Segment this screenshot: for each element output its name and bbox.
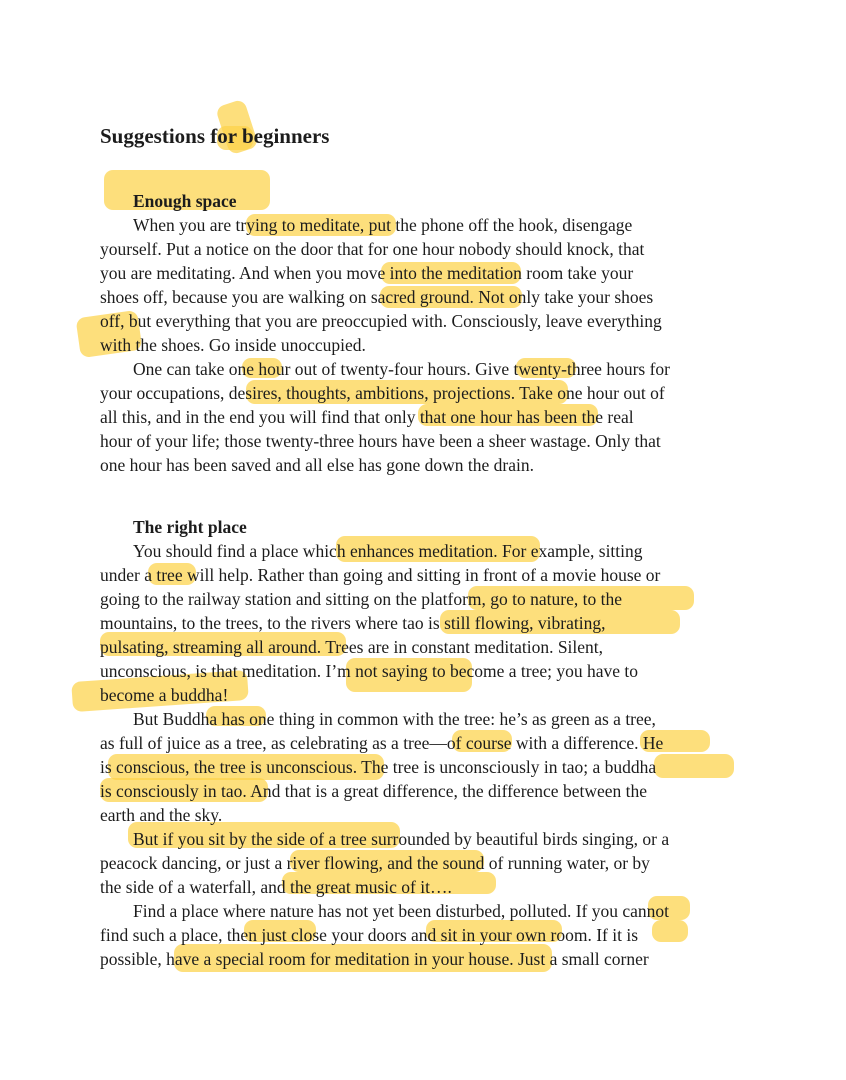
text-line: shoes off, because you are walking on sacred ground. Not only take your shoes	[100, 287, 654, 307]
text-line: under a tree will help. Rather than going and sitting in front of a movie house or	[100, 565, 661, 585]
text-line: mountains, to the trees, to the rivers where tao is still flowing, vibrating,	[100, 613, 606, 633]
text-line: find such a place, then just close your doors and sit in your own room. If it is	[100, 925, 639, 945]
text-line: going to the railway station and sitting on the platform, go to nature, to the	[100, 589, 622, 609]
text-line: When you are trying to meditate, put the phone off the hook, disengage	[133, 215, 633, 235]
text-line: all this, and in the end you will find that only that one hour has been the real	[100, 407, 634, 427]
text-line: with the shoes. Go inside unoccupied.	[100, 335, 366, 355]
text-line: possible, have a special room for meditation in your house. Just a small corner	[100, 949, 649, 969]
text-line: But if you sit by the side of a tree surrounded by beautiful birds singing, or a	[133, 829, 670, 849]
text-line: off, but everything that you are preoccupied with. Consciously, leave everything	[100, 311, 662, 331]
text-line: peacock dancing, or just a river flowing, and the sound of running water, or by	[100, 853, 650, 873]
text-line: hour of your life; those twenty-three hours have been a sheer wastage. Only that	[100, 431, 661, 451]
text-line: is conscious, the tree is unconscious. The tree is unconsciously in tao; a buddha	[100, 757, 657, 777]
section-heading-enough-space: Enough space	[133, 191, 237, 211]
page-title: Suggestions for beginners	[100, 124, 330, 148]
text-line: One can take one hour out of twenty-four hours. Give twenty-three hours for	[133, 359, 670, 379]
text-line: pulsating, streaming all around. Trees are in constant meditation. Silent,	[100, 637, 604, 657]
text-line: your occupations, desires, thoughts, ambitions, projections. Take one hour out of	[100, 383, 665, 403]
section-heading-the-right-place: The right place	[133, 517, 247, 537]
text-line: is consciously in tao. And that is a great difference, the difference between the	[100, 781, 648, 801]
text-line: you are meditating. And when you move into the meditation room take your	[100, 263, 634, 283]
text-line: earth and the sky.	[100, 805, 223, 825]
text-line: unconscious, is that meditation. I’m not saying to become a tree; you have to	[100, 661, 638, 681]
text-line: You should find a place which enhances meditation. For example, sitting	[133, 541, 643, 561]
text-line: one hour has been saved and all else has gone down the drain.	[100, 455, 534, 475]
text-line: yourself. Put a notice on the door that for one hour nobody should knock, that	[100, 239, 645, 259]
text-line: the side of a waterfall, and the great music of it….	[100, 877, 452, 897]
text-line: But Buddha has one thing in common with the tree: he’s as green as a tree,	[133, 709, 656, 729]
text-line: become a buddha!	[100, 685, 229, 705]
text-line: as full of juice as a tree, as celebrating as a tree—of course with a difference. He	[100, 733, 664, 753]
text-line: Find a place where nature has not yet been disturbed, polluted. If you cannot	[133, 901, 670, 921]
